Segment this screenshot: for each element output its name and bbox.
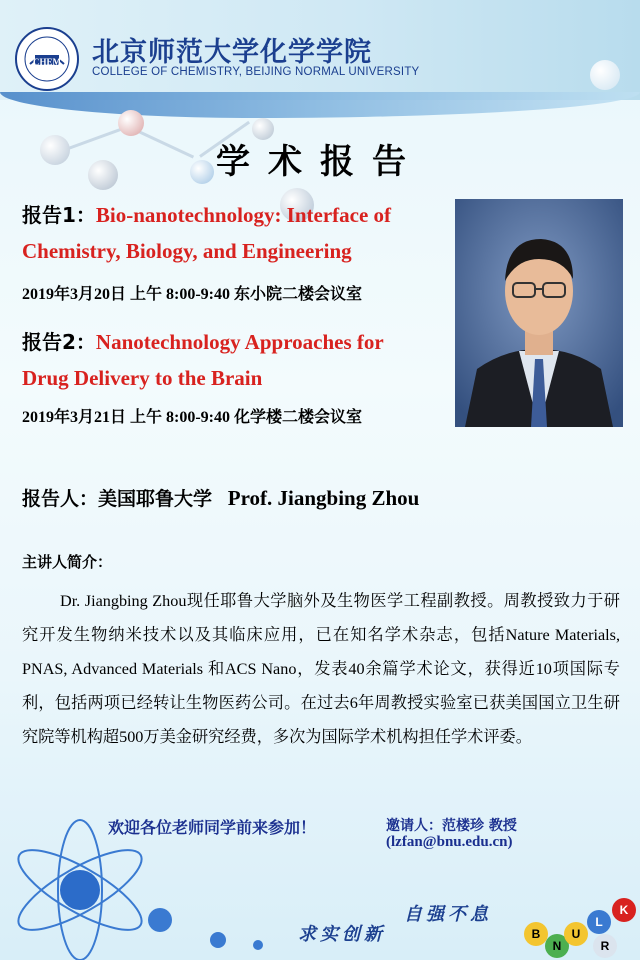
report-1-title-line1: Bio-nanotechnology: Interface of — [95, 203, 392, 227]
school-name-cn: 北京师范大学化学学院 — [92, 37, 372, 68]
report-1-heading — [22, 199, 391, 228]
letter-bubble-r: R — [593, 934, 617, 958]
bio-heading: 主讲人简介： — [22, 553, 113, 571]
letter-bubble-k: K — [612, 898, 636, 922]
report-2-title-line2: Drug Delivery to the Brain — [22, 366, 263, 390]
motto-bottom: 求实创新 — [298, 924, 386, 945]
speaker-name: Prof. Jiangbing Zhou — [227, 486, 420, 510]
report-1-title-line2: Chemistry, Biology, and Engineering — [22, 239, 352, 263]
inviter-email: (lzfan@bnu.edu.cn) — [386, 834, 513, 850]
header-swoosh — [0, 92, 640, 118]
speaker-affiliation: 报告人：美国耶鲁大学 — [22, 488, 213, 510]
report-2-title-line1: Nanotechnology Approaches for — [95, 330, 384, 354]
report-2-time: 2019年3月21日 上午 8:00-9:40 化学楼二楼会议室 — [22, 409, 362, 426]
report-2-label: 报告2： — [22, 330, 96, 354]
letter-bubble-n: N — [545, 934, 569, 958]
bio-text: Dr. Jiangbing Zhou现任耶鲁大学脑外及生物医学工程副教授。周教授致力于研究开发生物纳米技术以及其临床应用，已在知名学术杂志，包括Nature Materials, PNAS, Advanced Materials 和ACS Nano，发表40余篇学术论文，获得近10项国际专利，包括两项已经转让生物医药公司。在过去6年周教授实验室已获美国国立卫生研究院等机构超500万美金研究经费，多次为国际学术机构担任学术评委。 — [22, 592, 620, 746]
school-name-en: COLLEGE OF CHEMISTRY, BEIJING NORMAL UNIVERSITY — [92, 66, 420, 78]
letter-bubble-u: U — [564, 922, 588, 946]
report-1-time: 2019年3月20日 上午 8:00-9:40 东小院二楼会议室 — [22, 286, 362, 303]
letter-bubble-l: L — [587, 910, 611, 934]
logo-text: CHEM — [33, 57, 61, 67]
inviter: 邀请人：范楼珍 教授 — [386, 818, 517, 834]
letter-bubble-b: B — [524, 922, 548, 946]
report-2-heading — [22, 326, 384, 355]
motto-top: 自强不息 — [404, 904, 492, 925]
page-title: 学术报告 — [216, 142, 424, 182]
report-1-label: 报告1： — [22, 203, 96, 227]
speaker-photo — [455, 199, 623, 427]
welcome-message: 欢迎各位老师同学前来参加！ — [108, 818, 317, 837]
speaker-line — [22, 484, 419, 511]
